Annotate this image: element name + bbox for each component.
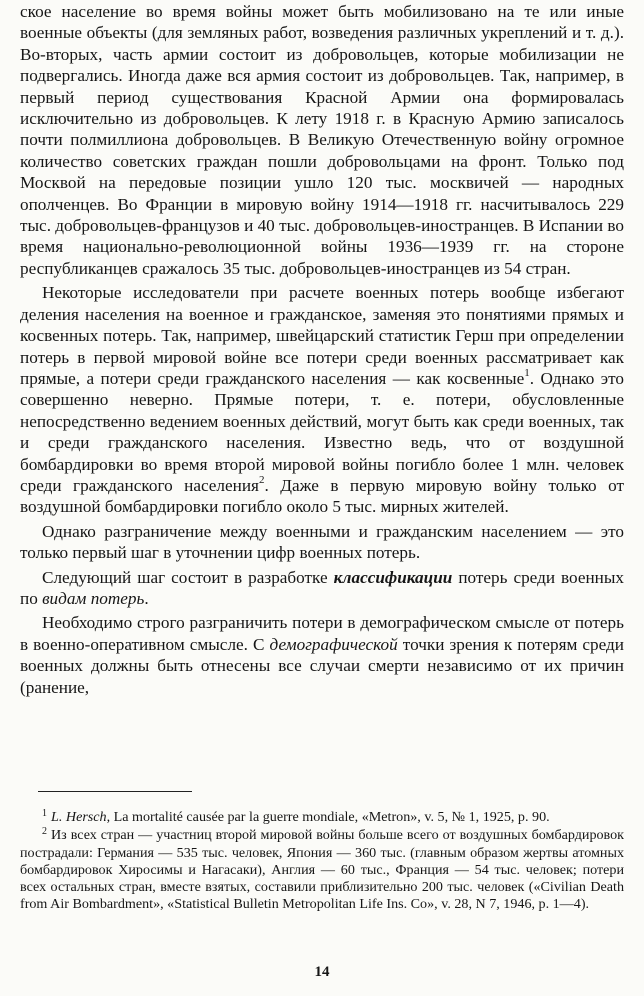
footnote-divider (38, 791, 192, 792)
footnote (20, 827, 624, 913)
text-run: точки зрения к потерям среди военных должны быть отнесены все случаи смерти независимо от их причин (ранение, (20, 634, 624, 697)
text-run: . Однако это совершенно неверно. Прямые потери, т. е. потери, обусловленные непосредственно ведением военных действий, могут быть как среди военных, так и среди гражданского населения. Известно ведь, что от воздушной бомбардировки во время второй мировой войны погибло более 1 млн. человек среди гражданского населения (20, 368, 624, 495)
page-number: 14 (314, 964, 330, 980)
text-run: ское население во время войны может быть мобилизовано на те или иные военные объекты (для земляных работ, возведения различных укреплений и т. д.). Во-вторых, часть армии состоит из добровольцев, которые мобилизации не подвергались. Иногда даже вся армия состоит из добровольцев. Так, например, в первый период существования Красной Армии она формировалась исключительно из добровольцев. К лету 1918 г. в Красную Армию записалось почти полмиллиона добровольцев. В Великую Отечественную войну огромное количество советских граждан пошли добровольцами на фронт. Только под Москвой на передовые позиции ушло 120 тыс. москвичей — народных ополченцев. Во Франции в мировую войну 1914—1918 гг. насчитывалось 229 тыс. добровольцев-французов и 40 тыс. добровольцев-иностранцев. В Испании во время национально-революционной войны 1936—1939 гг. на стороне республиканцев сражалось 35 тыс. добровольцев-иностранцев из 54 стран. (20, 2, 624, 278)
footnote-number: 1 (42, 808, 47, 819)
text-run: потерь среди военных по (20, 567, 625, 608)
paragraph (20, 567, 624, 610)
footnotes-section (20, 809, 624, 915)
text-run: . (144, 588, 149, 608)
text-run: Необходимо строго разграничить потери в демографическом смысле от потерь в военно-оперативном смысле. С (20, 613, 624, 654)
paragraph (20, 612, 624, 698)
text-run: . Даже в первую мировую войну только от воздушной бомбардировки погибло около 5 тыс. мирных жителей. (20, 475, 624, 517)
footnote-reference: 1 (524, 366, 530, 379)
emphasized-text: классификации (333, 567, 453, 587)
italic-text: демографической (269, 634, 398, 654)
italic-text: видам потерь (42, 588, 145, 608)
text-run: Некоторые исследователи при расчете военных потерь вообще избегают деления населения на военное и гражданское, заменяя это понятиями прямых и косвенных потерь. Так, например, швейцарский статистик Герш при определении потерь в первой мировой войне все потери среди военных рассматривает как прямые, а потери среди гражданского населения — как косвенные (20, 283, 624, 388)
paragraph (20, 1, 624, 279)
footnote-number: 2 (42, 826, 47, 838)
footnote-reference: 2 (258, 473, 265, 486)
paragraph (20, 521, 624, 564)
footnote (20, 809, 624, 826)
text-run: , La mortalité causée par la guerre mondiale, «Metron», v. 5, № 1, 1925, p. 90. (106, 809, 550, 825)
text-run: Однако разграничение между военными и гражданским населением — это только первый шаг в уточнении цифр военных потерь. (20, 521, 624, 563)
main-text-column (20, 1, 624, 701)
paragraph (20, 282, 624, 517)
text-run: Следующий шаг состоит в разработке (42, 567, 334, 587)
italic-text: L. Hersch (51, 809, 107, 825)
text-run: Из всех стран — участниц второй мировой войны больше всего от воздушных бомбардировок пострадали: Германия — 535 тыс. человек, Япония — 360 тыс. (главным образом жертвы атомных бомбардировок Хиросимы и Нагасаки), Англия — 60 тыс., Франция — 54 тыс. человек; потери всех остальных стран, вместе взятых, составили приблизительно 200 тыс. человек («Civilian Death from Air Bombardment», «Statistical Bulletin Metropolitan Life Ins. Co», v. 28, N 7, 1946, p. 1—4). (20, 827, 624, 913)
